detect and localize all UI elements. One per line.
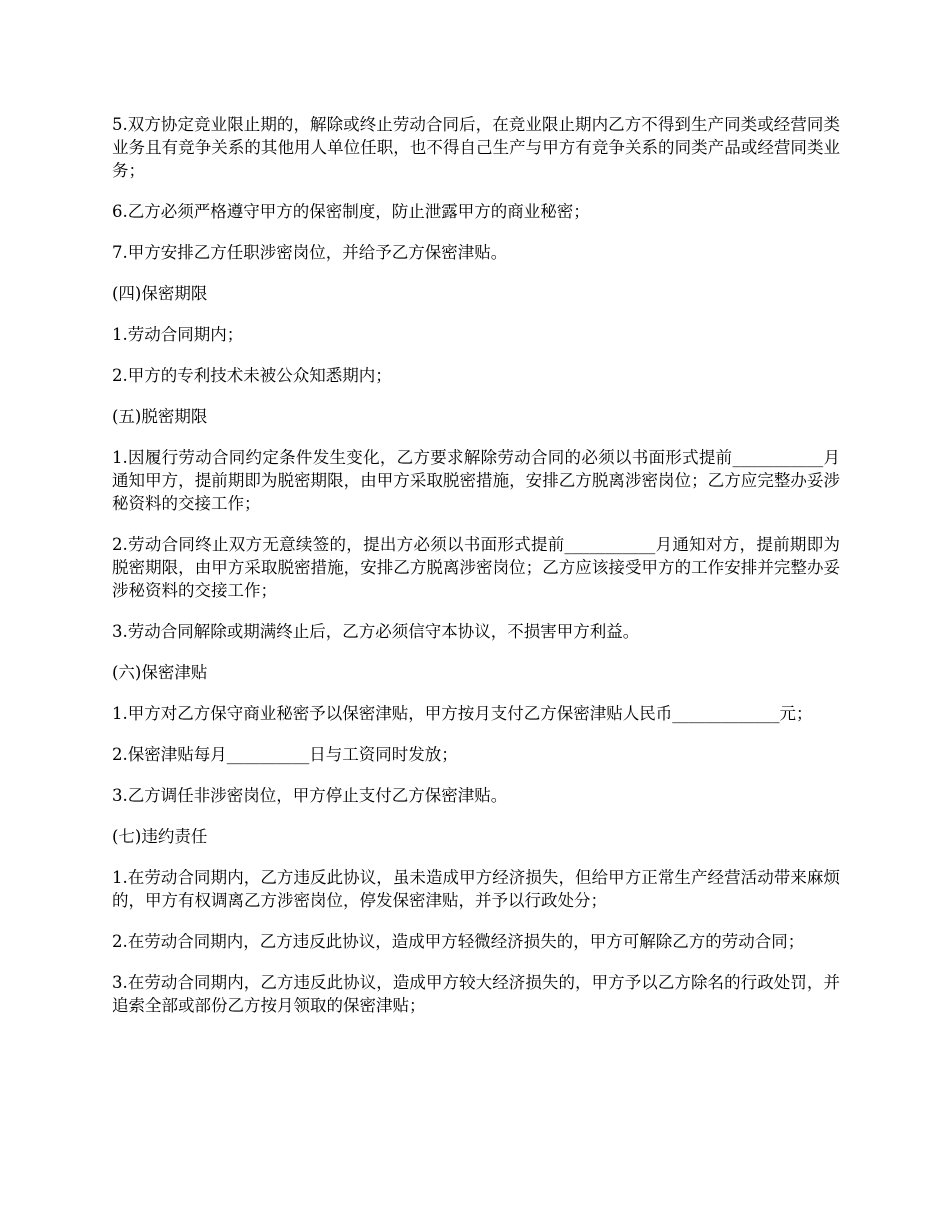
liability-item-1: 1.在劳动合同期内，乙方违反此协议，虽未造成甲方经济损失，但给甲方正常生产经营活动带来麻烦的，甲方有权调离乙方涉密岗位，停发保密津贴，并予以行政处分； [112, 868, 840, 910]
document-body [112, 113, 840, 1035]
liability-item-2: 2.在劳动合同期内，乙方违反此协议，造成甲方轻微经济损失的，甲方可解除乙方的劳动合同； [112, 932, 805, 951]
allowance-item-1: 1.甲方对乙方保守商业秘密予以保密津贴，甲方按月支付乙方保密津贴人民币_____________元； [112, 704, 813, 723]
period-item-1: 1.劳动合同期内； [112, 325, 244, 344]
allowance-item-3: 3.乙方调任非涉密岗位，甲方停止支付乙方保密津贴。 [112, 786, 508, 805]
section-heading-liability: (七)违约责任 [112, 827, 208, 846]
allowance-item-2: 2.保密津贴每月__________日与工资同时发放； [112, 745, 458, 764]
liability-item-3: 3.在劳动合同期内，乙方违反此协议，造成甲方较大经济损失的，甲方予以乙方除名的行政处罚，并追索全部或部份乙方按月领取的保密津贴； [112, 973, 840, 1015]
declassification-item-3: 3.劳动合同解除或期满终止后，乙方必须信守本协议，不损害甲方利益。 [112, 622, 640, 641]
period-item-2: 2.甲方的专利技术未被公众知悉期内； [112, 366, 392, 385]
declassification-item-1: 1.因履行劳动合同约定条件发生变化，乙方要求解除劳动合同的必须以书面形式提前___________月通知甲方，提前期即为脱密期限，由甲方采取脱密措施，安排乙方脱离涉密岗位；乙方应完整办妥涉秘资料的交接工作； [112, 448, 840, 513]
section-heading-allowance: (六)保密津贴 [112, 663, 208, 682]
clause-7-confidential-post: 7.甲方安排乙方任职涉密岗位，并给予乙方保密津贴。 [112, 243, 508, 262]
clause-6-confidentiality-rules: 6.乙方必须严格遵守甲方的保密制度，防止泄露甲方的商业秘密； [112, 202, 590, 221]
section-heading-declassification-period: (五)脱密期限 [112, 407, 208, 426]
declassification-item-2: 2.劳动合同终止双方无意续签的，提出方必须以书面形式提前___________月通知对方，提前期即为脱密期限，由甲方采取脱密措施，安排乙方脱离涉密岗位；乙方应该接受甲方的工作安排并完整办妥涉秘资料的交接工作； [112, 535, 840, 600]
clause-5-non-compete: 5.双方协定竞业限止期的，解除或终止劳动合同后，在竞业限止期内乙方不得到生产同类或经营同类业务且有竞争关系的其他用人单位任职，也不得自己生产与甲方有竞争关系的同类产品或经营同类业务； [112, 115, 840, 180]
section-heading-confidentiality-period: (四)保密期限 [112, 284, 208, 303]
